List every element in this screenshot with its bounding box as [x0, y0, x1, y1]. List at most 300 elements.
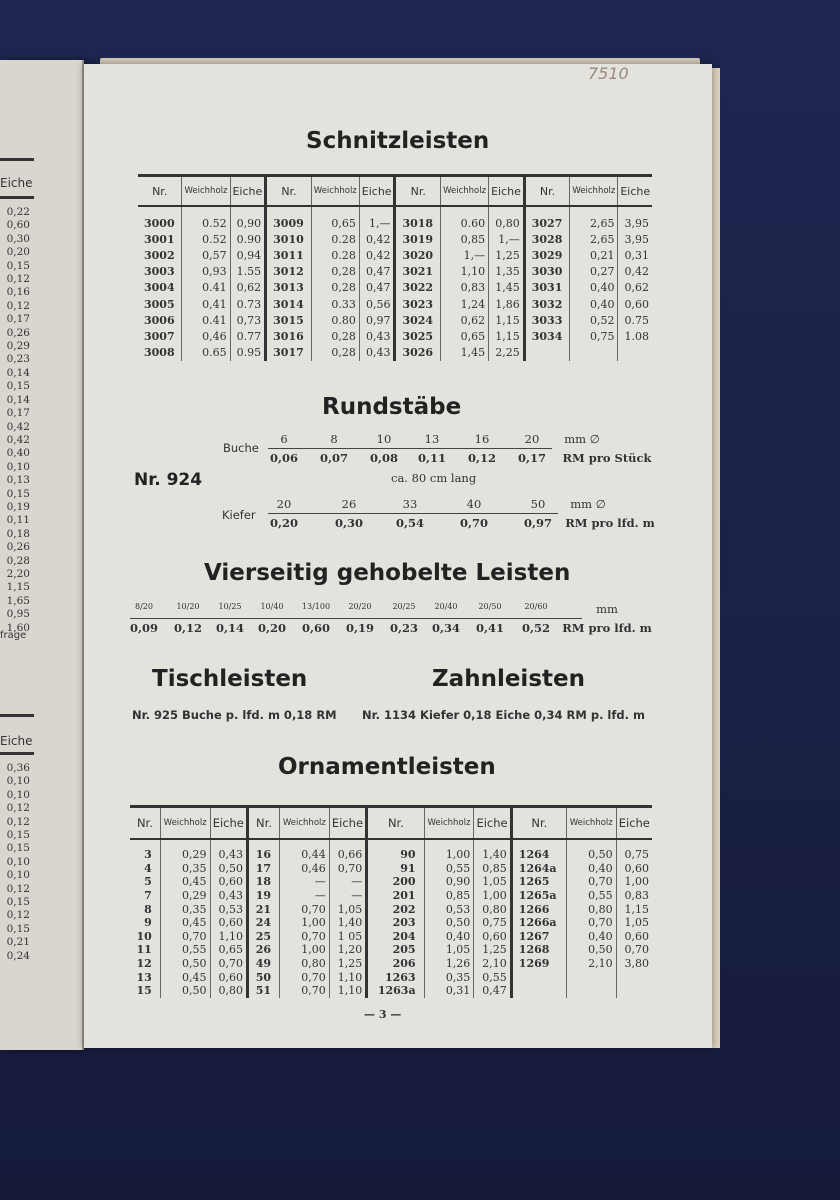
- price-eiche: 0,70: [329, 862, 366, 876]
- price-weichholz: 0,80: [280, 957, 330, 971]
- price-eiche: 0,65: [210, 943, 247, 957]
- price-weichholz: 0,28: [311, 280, 359, 296]
- item-number: 3032: [524, 296, 570, 312]
- item-number: [524, 345, 570, 361]
- item-number: 3009: [266, 206, 312, 231]
- item-number: [511, 970, 566, 984]
- item-number: 7: [144, 889, 152, 903]
- price-weichholz: 1,00: [280, 943, 330, 957]
- price-value: 0,60: [301, 621, 331, 635]
- price-weichholz: 0,70: [566, 875, 616, 889]
- left-page: [0, 60, 84, 1050]
- price-eiche: 1,15: [489, 328, 525, 344]
- price-weichholz: 0,70: [280, 902, 330, 916]
- table-row: [130, 984, 652, 998]
- item-number: 18: [248, 875, 280, 889]
- item-number: 3016: [266, 328, 312, 344]
- table-row: [138, 231, 652, 247]
- item-number: 3017: [266, 345, 312, 361]
- price-weichholz: 0,55: [424, 862, 474, 876]
- price-eiche: 1,40: [329, 916, 366, 930]
- kiefer-label: Kiefer: [222, 508, 256, 522]
- vierseitig-line: [130, 618, 582, 619]
- left-value: 0,15: [6, 842, 30, 855]
- left-value: 0,12: [6, 299, 30, 312]
- price-eiche: 1.55: [230, 264, 266, 280]
- price-weichholz: 0,46: [182, 328, 230, 344]
- price-weichholz: 0,35: [160, 862, 210, 876]
- left-value: 0,23: [6, 353, 30, 366]
- item-number: 17: [248, 862, 280, 876]
- left-value: 0,14: [6, 393, 30, 406]
- price-eiche: 1 05: [329, 930, 366, 944]
- price-weichholz: 0,46: [280, 862, 330, 876]
- left-value: 0,10: [6, 869, 30, 882]
- table-row: [138, 312, 652, 328]
- price-weichholz: 0,90: [424, 875, 474, 889]
- price-weichholz: 1,—: [441, 247, 489, 263]
- price-value: 0,41: [475, 621, 505, 635]
- price-eiche: 0,42: [618, 264, 652, 280]
- left-value: 0,12: [6, 273, 30, 286]
- price-eiche: 0,53: [210, 902, 247, 916]
- price-weichholz: 0,50: [424, 916, 474, 930]
- left-value: 0,15: [6, 487, 30, 500]
- left-value: 0,30: [6, 232, 30, 245]
- price-weichholz: 0.65: [182, 345, 230, 361]
- left-value: 0,20: [6, 246, 30, 259]
- left-value: 0,60: [6, 219, 30, 232]
- item-number: 3025: [395, 328, 441, 344]
- price-weichholz: 0,85: [424, 889, 474, 903]
- item-number: 3014: [266, 296, 312, 312]
- item-number: 1265: [511, 875, 566, 889]
- item-number: 3: [144, 848, 152, 862]
- price-eiche: [618, 345, 652, 361]
- item-number: 9: [144, 916, 152, 930]
- buche-size: 8: [330, 432, 338, 446]
- price-weichholz: 0,55: [160, 943, 210, 957]
- price-value: RM pro lfd. m: [562, 621, 652, 635]
- item-number: 3019: [395, 231, 441, 247]
- item-number: 1266a: [511, 916, 566, 930]
- price-eiche: 0,80: [474, 902, 511, 916]
- title-rundstaebe: Rundstäbe: [322, 394, 462, 420]
- price-value: 0,12: [173, 621, 203, 635]
- item-number: 5: [144, 875, 152, 889]
- price-weichholz: 0,40: [570, 280, 618, 296]
- price-eiche: 0,42: [359, 231, 395, 247]
- price-eiche: 1,20: [329, 943, 366, 957]
- price-weichholz: 2,65: [570, 231, 618, 247]
- price-eiche: 1,15: [616, 902, 652, 916]
- item-number: 3013: [266, 280, 312, 296]
- price-weichholz: [570, 345, 618, 361]
- left-value: 0,42: [6, 433, 30, 446]
- price-weichholz: 0.33: [311, 296, 359, 312]
- price-value: 0,20: [257, 621, 287, 635]
- price-eiche: 0,50: [210, 862, 247, 876]
- left-frage: frage: [0, 630, 27, 641]
- price-eiche: 0,47: [359, 264, 395, 280]
- left-value: 0,29: [6, 340, 30, 353]
- price-weichholz: 0,29: [160, 889, 210, 903]
- size-label: 20/25: [392, 602, 416, 611]
- price-weichholz: 0,35: [160, 902, 210, 916]
- left-value: 0,15: [6, 896, 30, 909]
- buche-price: RM pro Stück: [562, 451, 652, 465]
- price-weichholz: 0,50: [566, 839, 616, 862]
- left-value: 0,19: [6, 500, 30, 513]
- price-eiche: 0,75: [474, 916, 511, 930]
- price-eiche: 1,40: [474, 839, 511, 862]
- item-number: 16: [248, 839, 280, 862]
- price-eiche: 0,42: [359, 247, 395, 263]
- price-eiche: 0,56: [359, 296, 395, 312]
- price-eiche: 1,25: [474, 943, 511, 957]
- table-row: [130, 839, 652, 862]
- buche-price: 0,17: [517, 451, 547, 465]
- table-row: [130, 957, 652, 971]
- size-label: 20/60: [524, 602, 548, 611]
- price-weichholz: 0,57: [182, 247, 230, 263]
- price-eiche: —: [329, 889, 366, 903]
- left-value: 0,11: [6, 514, 30, 527]
- buche-price: 0,08: [369, 451, 399, 465]
- left-value: 0,17: [6, 407, 30, 420]
- left-value: 0,12: [6, 882, 30, 895]
- price-value: 0,19: [345, 621, 375, 635]
- size-label: 10/25: [218, 602, 242, 611]
- title-zahnleisten: Zahnleisten: [432, 666, 585, 692]
- table-row: [130, 930, 652, 944]
- tischleisten-text: Nr. 925 Buche p. lfd. m 0,18 RM: [132, 708, 337, 722]
- price-weichholz: 0.52: [182, 231, 230, 247]
- price-eiche: 1,25: [329, 957, 366, 971]
- price-value: 0,23: [389, 621, 419, 635]
- column-header-nr: Nr.: [130, 807, 160, 840]
- price-eiche: 0,70: [210, 957, 247, 971]
- price-weichholz: 1,05: [424, 943, 474, 957]
- column-header-eiche: Eiche: [230, 176, 266, 207]
- table-row: [138, 296, 652, 312]
- left-value: 1,60: [6, 621, 30, 634]
- price-eiche: 0,66: [329, 839, 366, 862]
- column-header-nr: Nr.: [524, 176, 570, 207]
- item-number: 201: [367, 889, 424, 903]
- item-number: 3020: [395, 247, 441, 263]
- column-header-nr: Nr.: [395, 176, 441, 207]
- price-eiche: 0,60: [618, 296, 652, 312]
- left-header-2: Eiche: [0, 734, 33, 748]
- left-value: 0,17: [6, 313, 30, 326]
- left-value: 0,42: [6, 420, 30, 433]
- left-rule: [0, 752, 34, 755]
- left-value: 0,15: [6, 829, 30, 842]
- title-ornamentleisten: Ornamentleisten: [278, 754, 496, 780]
- item-number: 3018: [395, 206, 441, 231]
- item-number: 3027: [524, 206, 570, 231]
- ornamentleisten-table: [130, 805, 652, 998]
- buche-size: 20: [524, 432, 540, 446]
- title-vierseitig: Vierseitig gehobelte Leisten: [204, 560, 571, 586]
- item-number: 3006: [144, 313, 175, 327]
- price-weichholz: 0,65: [441, 328, 489, 344]
- price-weichholz: 0,55: [566, 889, 616, 903]
- item-number: 3010: [266, 231, 312, 247]
- handwritten-note: 7510: [588, 64, 629, 83]
- price-eiche: 0.95: [230, 345, 266, 361]
- item-number: 3005: [144, 297, 175, 311]
- price-weichholz: 0,75: [570, 328, 618, 344]
- price-weichholz: 0.41: [182, 312, 230, 328]
- price-eiche: 1,10: [210, 930, 247, 944]
- title-tischleisten: Tischleisten: [152, 666, 308, 692]
- price-eiche: 0,60: [616, 862, 652, 876]
- table-row: [130, 916, 652, 930]
- item-number: 50: [248, 970, 280, 984]
- price-eiche: 0,31: [618, 247, 652, 263]
- column-header-eiche: Eiche: [359, 176, 395, 207]
- price-eiche: 0.77: [230, 328, 266, 344]
- price-weichholz: 1,00: [424, 839, 474, 862]
- item-number: 24: [248, 916, 280, 930]
- price-eiche: 3,95: [618, 231, 652, 247]
- price-weichholz: 0,28: [311, 345, 359, 361]
- left-values-2: [4, 762, 30, 963]
- price-eiche: 3,80: [616, 957, 652, 971]
- item-number: 1265a: [511, 889, 566, 903]
- buche-size: 10: [376, 432, 392, 446]
- page-number: — 3 —: [364, 1008, 402, 1021]
- price-weichholz: 0,93: [182, 264, 230, 280]
- price-eiche: 3,95: [618, 206, 652, 231]
- price-weichholz: 0,27: [570, 264, 618, 280]
- item-number: 51: [248, 984, 280, 998]
- price-eiche: 2,25: [489, 345, 525, 361]
- price-eiche: [616, 984, 652, 998]
- table-row: [130, 943, 652, 957]
- table-row: [138, 280, 652, 296]
- price-eiche: 0,43: [359, 328, 395, 344]
- buche-price: 0,07: [319, 451, 349, 465]
- size-label: 20/20: [348, 602, 372, 611]
- price-eiche: 1,00: [616, 875, 652, 889]
- left-value: 0,10: [6, 855, 30, 868]
- column-header-nr: Nr.: [266, 176, 312, 207]
- item-number: 203: [367, 916, 424, 930]
- price-eiche: 0,97: [359, 312, 395, 328]
- item-number: 4: [144, 861, 152, 875]
- left-value: 0,16: [6, 286, 30, 299]
- kiefer-size: 33: [402, 497, 418, 511]
- item-number: 1263a: [367, 984, 424, 998]
- left-value: 1,15: [6, 581, 30, 594]
- item-number: 90: [367, 839, 424, 862]
- item-number: 3033: [524, 312, 570, 328]
- price-weichholz: 0,80: [566, 902, 616, 916]
- price-weichholz: 0,70: [280, 984, 330, 998]
- title-schnitzleisten: Schnitzleisten: [306, 128, 490, 154]
- price-weichholz: 0,65: [311, 206, 359, 231]
- price-eiche: 1,—: [359, 206, 395, 231]
- item-number: 3030: [524, 264, 570, 280]
- left-rule: [0, 196, 34, 199]
- column-header-weichholz: Weichholz: [441, 176, 489, 207]
- item-number: 15: [136, 984, 152, 998]
- column-header-nr: Nr.: [511, 807, 566, 840]
- item-number: 206: [367, 957, 424, 971]
- item-number: 26: [248, 943, 280, 957]
- price-weichholz: 0,70: [280, 970, 330, 984]
- left-header: Eiche: [0, 176, 33, 190]
- column-header-weichholz: Weichholz: [160, 807, 210, 840]
- price-weichholz: [566, 970, 616, 984]
- left-value: 0,13: [6, 474, 30, 487]
- left-rule: [0, 158, 34, 161]
- price-weichholz: 0,29: [160, 839, 210, 862]
- price-weichholz: 0,35: [424, 970, 474, 984]
- price-eiche: 0.75: [618, 312, 652, 328]
- price-eiche: 1,10: [329, 984, 366, 998]
- item-number: 3007: [144, 329, 175, 343]
- price-eiche: 1,00: [474, 889, 511, 903]
- item-number: 1266: [511, 902, 566, 916]
- column-header-weichholz: Weichholz: [280, 807, 330, 840]
- price-weichholz: 0,50: [160, 984, 210, 998]
- item-number: 3000: [144, 216, 175, 230]
- price-eiche: 1,15: [489, 312, 525, 328]
- column-header-weichholz: Weichholz: [570, 176, 618, 207]
- column-header-eiche: Eiche: [618, 176, 652, 207]
- price-weichholz: 0.80: [311, 312, 359, 328]
- price-weichholz: [566, 984, 616, 998]
- left-value: 0,26: [6, 326, 30, 339]
- price-weichholz: 0,50: [566, 943, 616, 957]
- item-number: 3002: [144, 248, 175, 262]
- price-eiche: 0,94: [230, 247, 266, 263]
- price-eiche: 1,45: [489, 280, 525, 296]
- kiefer-size: mm ∅: [570, 497, 606, 511]
- price-eiche: 0,43: [210, 839, 247, 862]
- item-number: 3029: [524, 247, 570, 263]
- price-weichholz: 0,28: [311, 328, 359, 344]
- left-value: 0,12: [6, 802, 30, 815]
- price-weichholz: 0,44: [280, 839, 330, 862]
- price-eiche: 0,60: [210, 970, 247, 984]
- price-weichholz: 0,83: [441, 280, 489, 296]
- left-value: 0,24: [6, 949, 30, 962]
- price-eiche: 0,73: [230, 312, 266, 328]
- item-number: 12: [136, 957, 152, 971]
- left-value: 1,65: [6, 594, 30, 607]
- table-row: [138, 328, 652, 344]
- table-row: [138, 206, 652, 231]
- price-eiche: 0,47: [474, 984, 511, 998]
- buche-size: mm ∅: [564, 432, 600, 446]
- left-value: 0,21: [6, 936, 30, 949]
- price-weichholz: 0,40: [424, 930, 474, 944]
- table-row: [138, 264, 652, 280]
- kiefer-price: 0,97: [523, 516, 553, 530]
- price-weichholz: 0.28: [311, 247, 359, 263]
- price-weichholz: 1,10: [441, 264, 489, 280]
- item-number: 3023: [395, 296, 441, 312]
- table-row: [130, 902, 652, 916]
- price-eiche: 0,55: [474, 970, 511, 984]
- kiefer-line: [268, 513, 558, 514]
- item-number: 3034: [524, 328, 570, 344]
- price-weichholz: 0,52: [570, 312, 618, 328]
- buche-price: 0,11: [417, 451, 447, 465]
- price-eiche: 0,60: [210, 916, 247, 930]
- left-value: 0,28: [6, 554, 30, 567]
- price-value: 0,09: [129, 621, 159, 635]
- size-label: 8/20: [135, 602, 153, 611]
- item-number: 1268: [511, 943, 566, 957]
- price-weichholz: 1,26: [424, 957, 474, 971]
- column-header-nr: Nr.: [367, 807, 424, 840]
- price-eiche: 0,80: [489, 206, 525, 231]
- price-eiche: 1,35: [489, 264, 525, 280]
- item-number: 13: [136, 970, 152, 984]
- item-number: 204: [367, 930, 424, 944]
- item-number: 1267: [511, 930, 566, 944]
- price-eiche: 0.73: [230, 296, 266, 312]
- item-number: 3021: [395, 264, 441, 280]
- table-row: [130, 862, 652, 876]
- price-eiche: 0.90: [230, 231, 266, 247]
- left-value: 0,40: [6, 447, 30, 460]
- schnitzleisten-table: [138, 174, 652, 361]
- buche-size: 16: [474, 432, 490, 446]
- price-eiche: 1,10: [329, 970, 366, 984]
- table-row: [138, 247, 652, 263]
- price-eiche: 0,43: [359, 345, 395, 361]
- left-value: 0,18: [6, 527, 30, 540]
- price-value: 0,52: [521, 621, 551, 635]
- price-weichholz: 0,40: [566, 862, 616, 876]
- price-eiche: [616, 970, 652, 984]
- item-number: 3003: [144, 265, 175, 279]
- column-header-weichholz: Weichholz: [424, 807, 474, 840]
- size-label: 20/40: [434, 602, 458, 611]
- rundstaebe-length: ca. 80 cm lang: [391, 471, 477, 485]
- kiefer-price: 0,30: [334, 516, 364, 530]
- item-number: 3011: [266, 247, 312, 263]
- size-label: 10/40: [260, 602, 284, 611]
- price-eiche: 1,05: [616, 916, 652, 930]
- price-eiche: 0,60: [616, 930, 652, 944]
- price-weichholz: 0.28: [311, 231, 359, 247]
- buche-size: 13: [424, 432, 440, 446]
- price-weichholz: 0.60: [441, 206, 489, 231]
- left-value: 0,26: [6, 541, 30, 554]
- size-label: mm: [596, 602, 618, 616]
- item-number: [511, 984, 566, 998]
- price-eiche: —: [329, 875, 366, 889]
- price-weichholz: 0,21: [570, 247, 618, 263]
- price-eiche: 1,—: [489, 231, 525, 247]
- left-value: 2,20: [6, 567, 30, 580]
- kiefer-price: RM pro lfd. m: [565, 516, 655, 530]
- item-number: 91: [367, 862, 424, 876]
- price-weichholz: —: [280, 875, 330, 889]
- column-header-eiche: Eiche: [474, 807, 511, 840]
- price-weichholz: 0.41: [182, 280, 230, 296]
- table-row: [130, 875, 652, 889]
- left-values: [4, 206, 30, 635]
